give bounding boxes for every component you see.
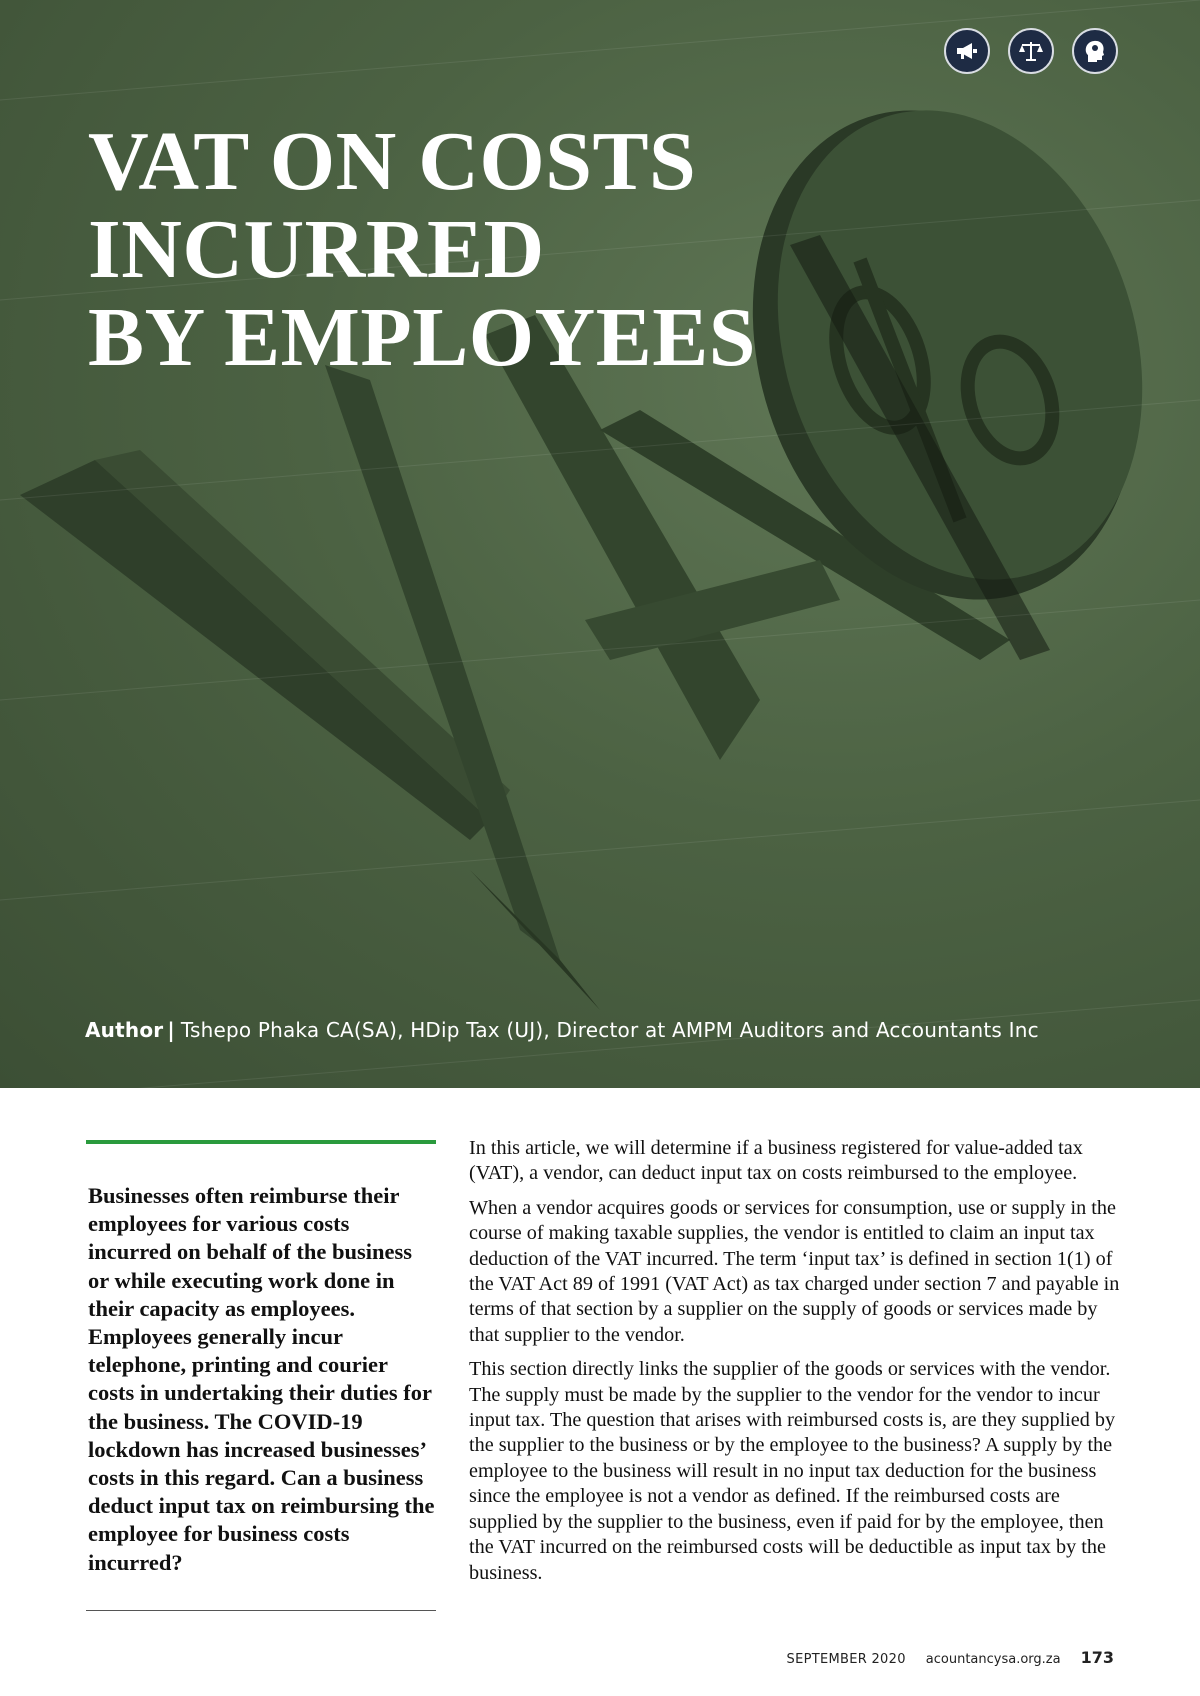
article-body (469, 1136, 1124, 1595)
website: acountancysa.org.za (925, 1652, 1061, 1667)
head-icon (1072, 28, 1118, 74)
title-line-2: BY EMPLOYEES (88, 291, 756, 384)
letter-v-shape (20, 365, 600, 1010)
pull-quote: Businesses often reimburse their employees for various costs incurred on behalf of the business or while executing work done in their capacity as employees. Employees generally incur telephone, printing and courier costs in undertaking their duties for the business. The COVID-19 lockdown has increased businesses’ costs in this regard. Can a business deduct input tax on reimbursing the employee for business costs incurred? (88, 1183, 435, 1575)
author-label: Author (85, 1018, 164, 1042)
body-paragraph-2: When a vendor acquires goods or services for consumption, use or supply in the course of making taxable supplies, the vendor is entitled to claim an input tax deduction of the VAT incurred. The term ‘input tax’ is defined in section 1(1) of the VAT Act 89 of 1991 (VAT Act) as tax charged under section 7 and payable in terms of that section by a supplier on the supply of goods or services made by that supplier to the vendor. (469, 1196, 1120, 1346)
category-icons (944, 28, 1118, 74)
scales-icon (1008, 28, 1054, 74)
author-name: Tshepo Phaka CA(SA), HDip Tax (UJ), Director at AMPM Auditors and Accountants Inc (180, 1018, 1039, 1042)
pull-quote-top-rule (86, 1140, 436, 1144)
article-title (88, 115, 1168, 384)
title-line-1: VAT ON COSTS INCURRED (88, 115, 697, 296)
author-separator: | (167, 1018, 175, 1042)
body-paragraph-3: This section directly links the supplier of the goods or services with the vendor. The supply must be made by the supplier to the vendor for the vendor to incur input tax. The question that arises with reimbursed costs is, are they supplied by the supplier to the business or by the employee to the business? A supply by the employee to the business will result in no input tax deduction for the business since the employee is not a vendor as defined. If the reimbursed costs are supplied by the supplier to the business, even if paid for by the employee, then the VAT incurred on the reimbursed costs will be deductible as input tax by the business. (469, 1358, 1116, 1584)
pull-quote-bottom-rule (86, 1610, 436, 1611)
megaphone-icon (944, 28, 990, 74)
body-paragraph-1: In this article, we will determine if a business registered for value-added tax (VAT), a vendor, can deduct input tax on costs reimbursed to the employee. (469, 1137, 1083, 1185)
author-line (85, 1018, 1039, 1042)
issue-date: SEPTEMBER 2020 (786, 1652, 906, 1667)
page-footer (787, 1648, 1114, 1667)
page-number: 173 (1080, 1648, 1114, 1667)
